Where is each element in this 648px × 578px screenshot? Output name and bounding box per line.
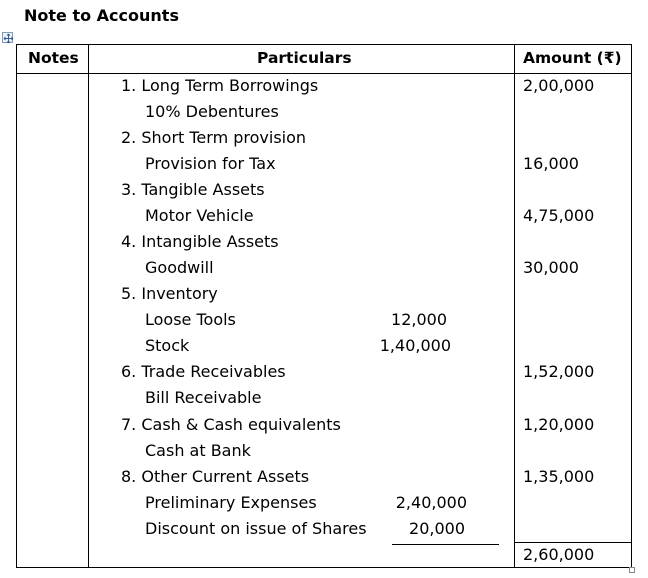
item-sub-label: Goodwill <box>145 258 214 277</box>
subtotal-rule <box>392 544 499 545</box>
sub-value: 20,000 <box>409 519 465 538</box>
table-resize-handle[interactable] <box>629 567 635 573</box>
item-sub-label: Cash at Bank <box>145 441 251 460</box>
amount-value: 16,000 <box>523 154 579 173</box>
item-label: 6. Trade Receivables <box>121 362 286 381</box>
amount-total: 2,60,000 <box>523 545 595 564</box>
item-label: 1. Long Term Borrowings <box>121 76 319 95</box>
item-label: 4. Intangible Assets <box>121 232 279 251</box>
column-divider <box>514 45 515 567</box>
amount-value: 30,000 <box>523 258 579 277</box>
amount-value: 1,35,000 <box>523 467 595 486</box>
item-sub-label: Stock <box>145 336 190 355</box>
item-label: 3. Tangible Assets <box>121 180 265 199</box>
amount-total-rule <box>514 542 632 543</box>
item-sub-label: Preliminary Expenses <box>145 493 317 512</box>
item-label: 7. Cash & Cash equivalents <box>121 415 341 434</box>
table-move-handle-icon[interactable] <box>2 32 13 43</box>
item-sub-label: Bill Receivable <box>145 388 262 407</box>
amount-value: 1,20,000 <box>523 415 595 434</box>
item-sub-label: Loose Tools <box>145 310 236 329</box>
sub-value: 1,40,000 <box>379 336 451 355</box>
item-label: 2. Short Term provision <box>121 128 307 147</box>
header-notes: Notes <box>28 49 79 67</box>
header-amount: Amount (₹) <box>523 49 622 67</box>
amount-value: 1,52,000 <box>523 362 595 381</box>
amount-value: 4,75,000 <box>523 206 595 225</box>
item-sub-label: Discount on issue of Shares <box>145 519 367 538</box>
column-divider <box>88 45 89 567</box>
accounts-table <box>16 44 632 568</box>
sub-value: 2,40,000 <box>395 493 467 512</box>
item-sub-label: Motor Vehicle <box>145 206 254 225</box>
header-divider <box>17 73 631 74</box>
page-title: Note to Accounts <box>24 6 179 25</box>
item-sub-label: 10% Debentures <box>145 102 279 121</box>
item-label: 5. Inventory <box>121 284 218 303</box>
item-sub-label: Provision for Tax <box>145 154 276 173</box>
item-label: 8. Other Current Assets <box>121 467 310 486</box>
sub-value: 12,000 <box>391 310 447 329</box>
amount-value: 2,00,000 <box>523 76 595 95</box>
header-particulars: Particulars <box>257 49 352 67</box>
